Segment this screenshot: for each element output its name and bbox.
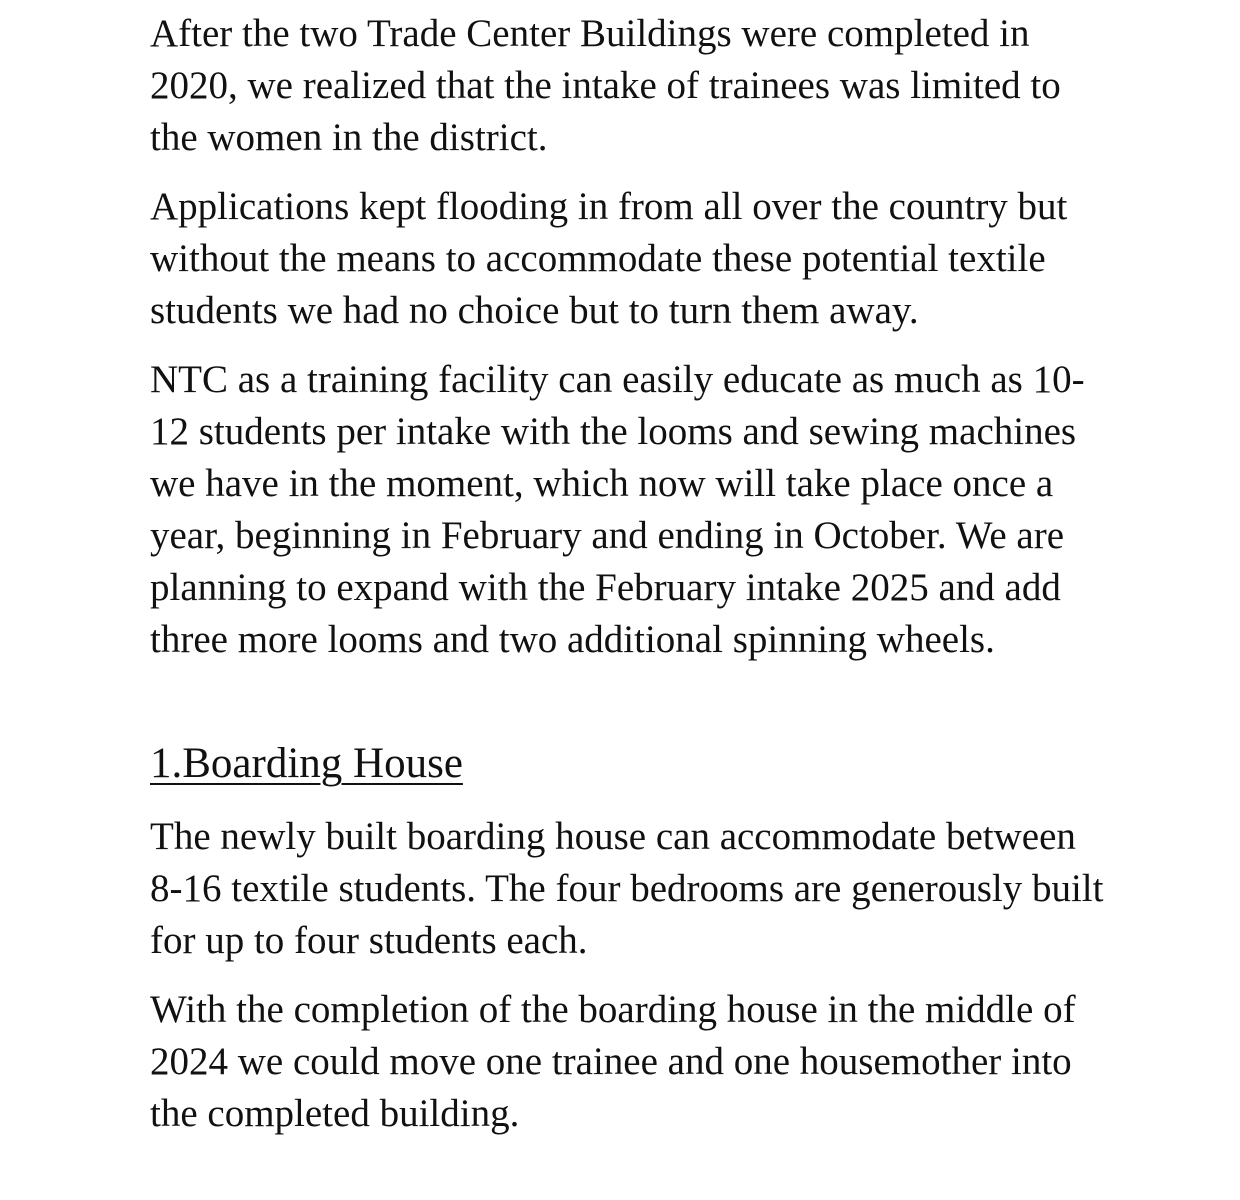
paragraph-applications: Applications kept flooding in from all over the country but without the means to accommodate these potential textile students we had no choice but to turn them away. (150, 185, 1068, 332)
paragraph-boarding-capacity: The newly built boarding house can accommodate between 8-16 textile students. The four bedrooms are generously built for up to four students each. (150, 815, 1104, 962)
paragraph-boarding-completion: With the completion of the boarding house in the middle of 2024 we could move one trainee and one housemother into the completed building. (150, 988, 1076, 1135)
paragraph-training-capacity: NTC as a training facility can easily educate as much as 10-12 students per intake with the looms and sewing machines we have in the moment, which now will take place once a year, beginning in February and ending in October. We are planning to expand with the February intake 2025 and add three more looms and two additional spinning wheels. (150, 358, 1085, 661)
document-page (150, 8, 1110, 1157)
paragraph-trade-center: After the two Trade Center Buildings were completed in 2020, we realized that the intake of trainees was limited to the women in the district. (150, 12, 1061, 159)
section-heading-boarding-house: 1.Boarding House (150, 740, 463, 787)
